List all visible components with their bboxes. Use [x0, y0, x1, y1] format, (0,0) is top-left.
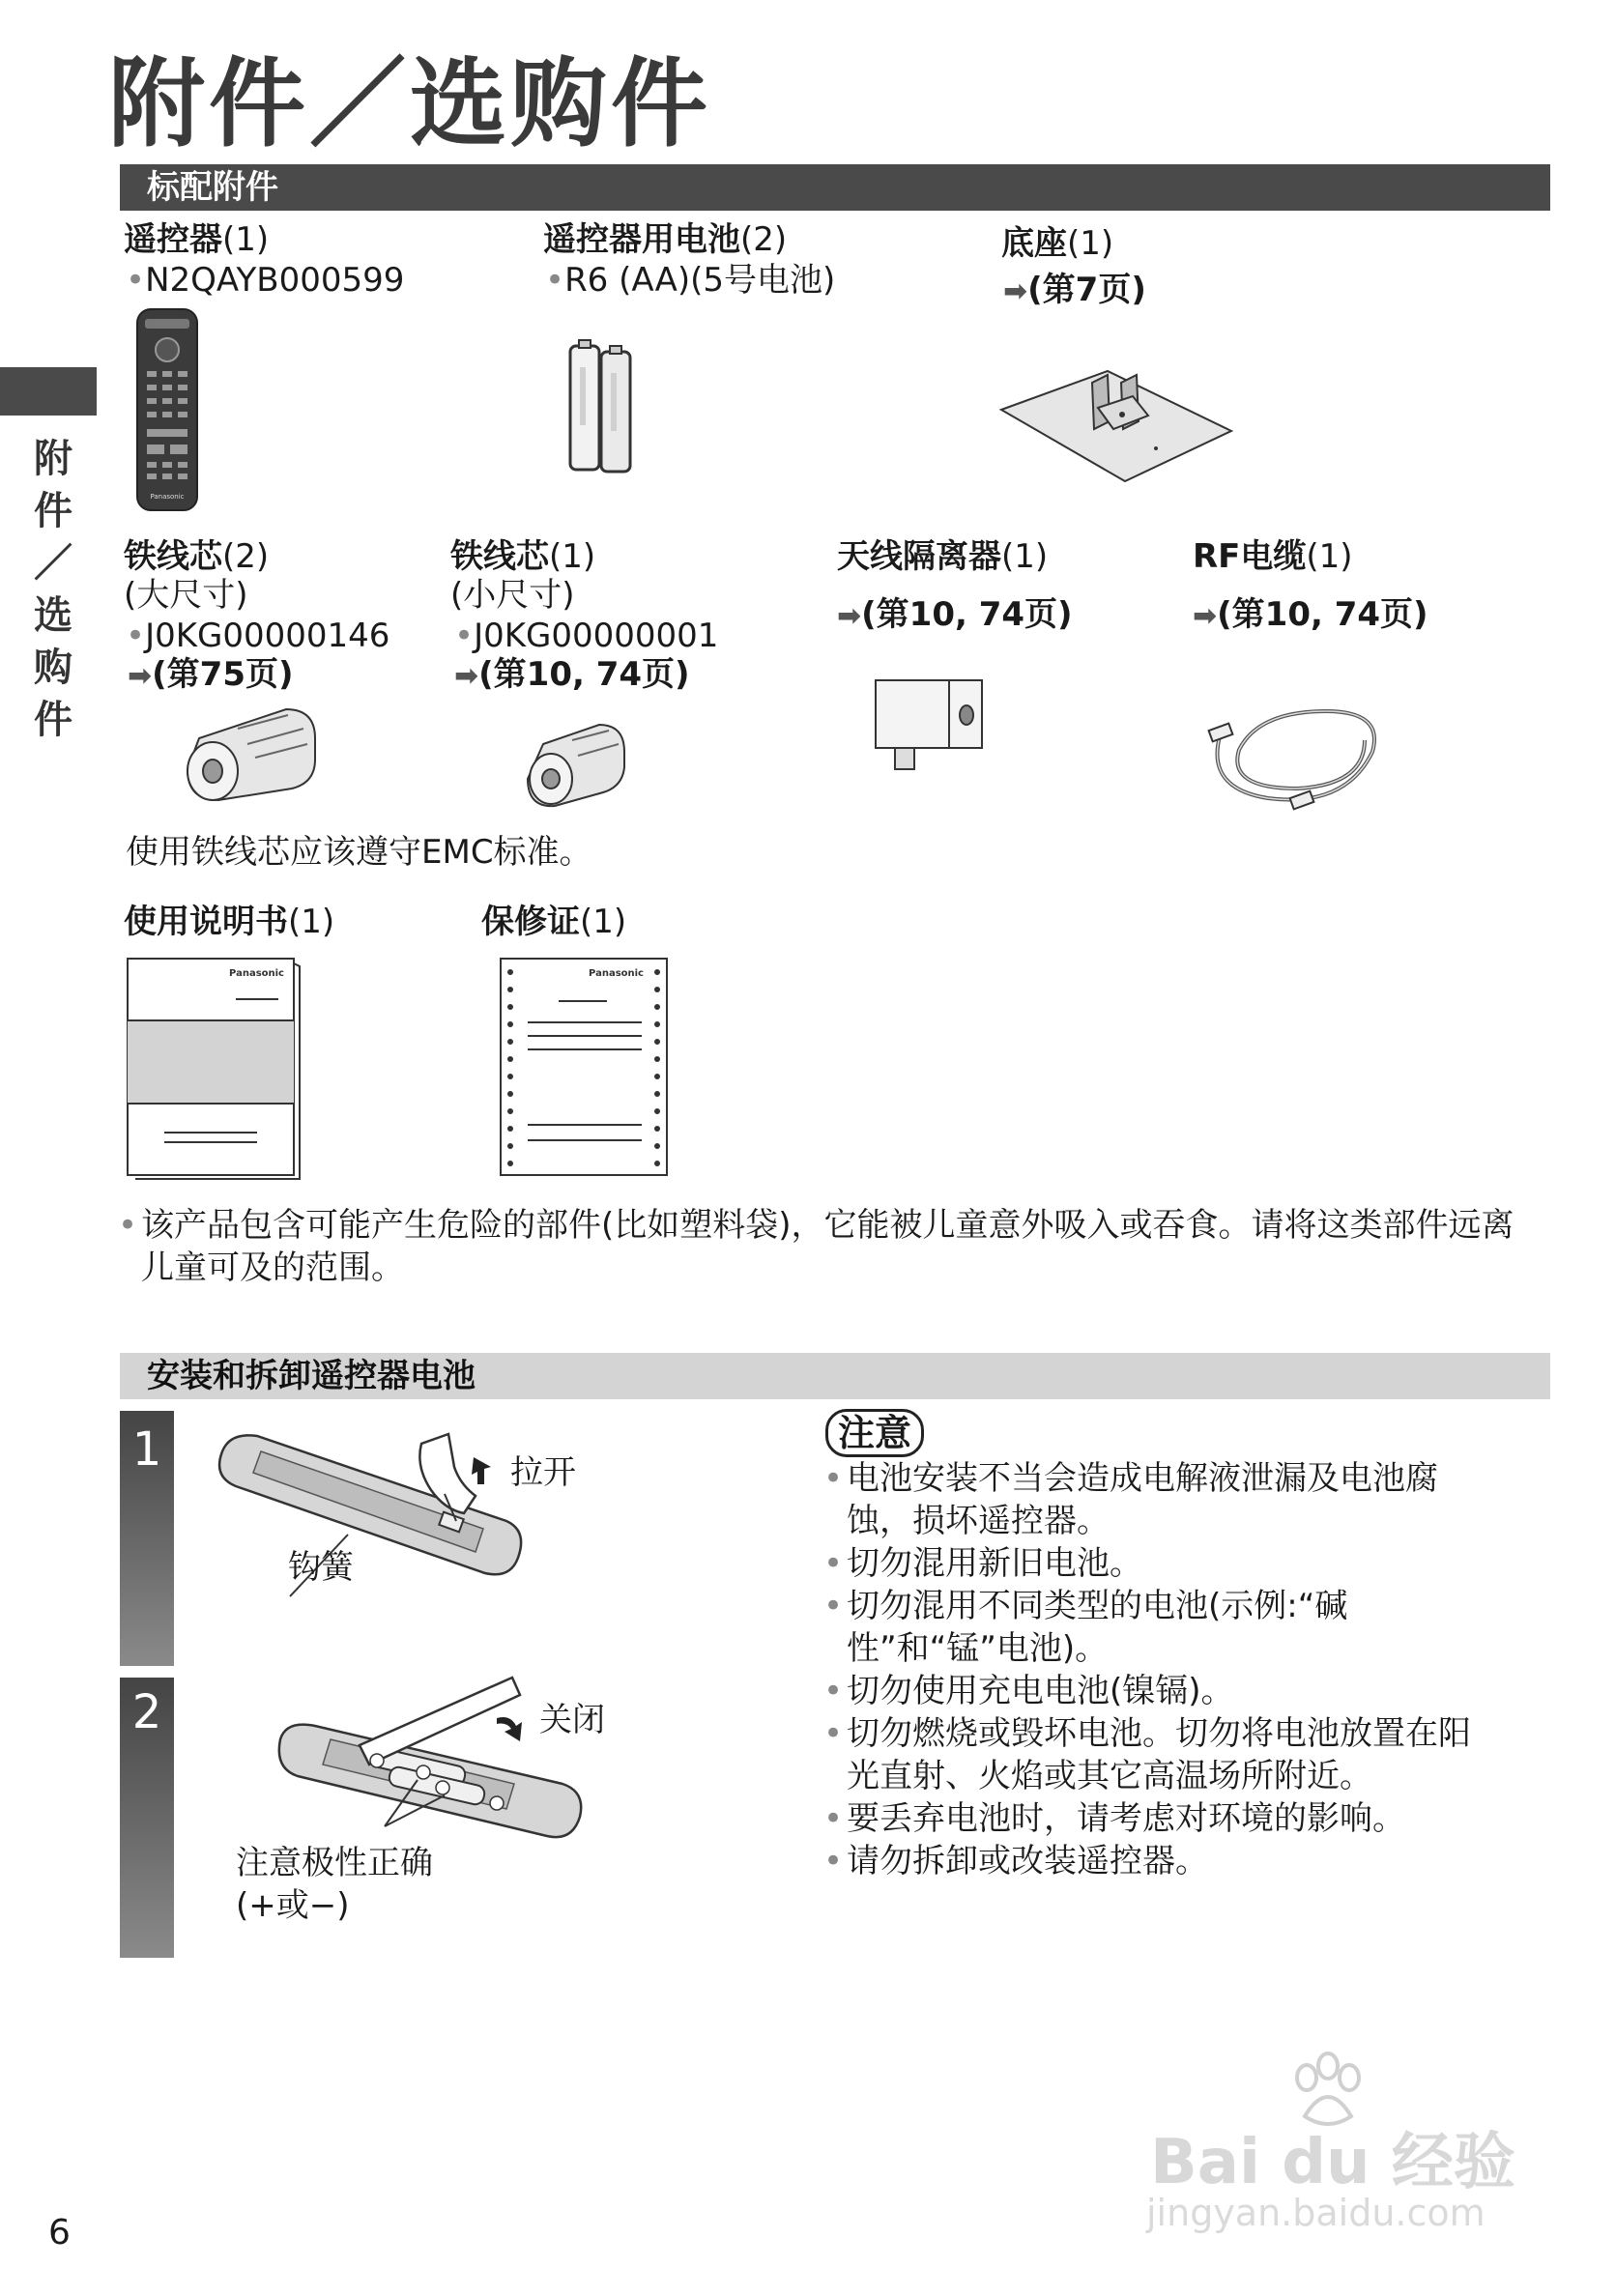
caution-item	[823, 1712, 1481, 1797]
batteries-model: R6 (AA)(5号电池)	[564, 261, 836, 300]
caution-item-text: 要丢弃电池时，请考虑对环境的影响。	[847, 1799, 1405, 1838]
caution-item	[823, 1585, 1481, 1670]
antenna-isolator-icon	[874, 678, 986, 771]
caution-list	[823, 1457, 1481, 1882]
bullet-icon: •	[126, 617, 146, 655]
step1-number: 1	[131, 1422, 162, 1477]
caution-item-text: 切勿混用新旧电池。	[847, 1544, 1142, 1583]
bullet-icon: •	[823, 1459, 844, 1498]
isolator-count: (1)	[1001, 537, 1049, 576]
stand-ref	[1003, 271, 1146, 311]
arrow-right-icon: ➡	[1003, 274, 1028, 308]
remote-brand: Panasonic	[150, 493, 185, 501]
battery-section-header: 安装和拆卸遥控器电池	[120, 1353, 1550, 1399]
rf-cable-icon	[1200, 673, 1384, 818]
core-small-size: (小尺寸)	[450, 576, 575, 615]
core-small-ref	[454, 655, 690, 696]
batteries-icon	[566, 338, 636, 474]
remote-model-line	[126, 261, 404, 300]
rf-cable-count: (1)	[1306, 537, 1353, 576]
core-large-size: (大尺寸)	[124, 576, 248, 615]
bullet-icon: •	[823, 1672, 844, 1710]
step1-action: 拉开	[510, 1453, 576, 1492]
remote-name: 遥控器	[124, 220, 222, 259]
rf-cable-ref-text: (第10, 74页)	[1217, 595, 1428, 634]
core-large-ref-text: (第75页)	[152, 655, 294, 694]
caution-item-text: 切勿混用不同类型的电池(示例:“碱性”和“锰”电池)。	[847, 1587, 1348, 1668]
isolator-ref-text: (第10, 74页)	[861, 595, 1073, 634]
step2-action: 关闭	[539, 1701, 605, 1739]
side-tab-marker	[0, 367, 97, 416]
stand-name: 底座	[1001, 224, 1067, 263]
batteries-count: (2)	[740, 220, 788, 259]
caution-item	[823, 1797, 1481, 1840]
caution-item	[823, 1457, 1481, 1542]
ferrite-core-large-icon	[180, 700, 325, 806]
stand-title	[1001, 224, 1113, 263]
remote-control-icon	[135, 307, 199, 512]
core-large-model: J0KG00000146	[145, 617, 390, 655]
stand-icon	[1001, 354, 1233, 483]
arrow-up-icon	[468, 1453, 497, 1486]
safety-note-text: 该产品包含可能产生危险的部件(比如塑料袋)，它能被儿童意外吸入或吞食。请将这类部件远离儿童可及的范围。	[141, 1206, 1514, 1287]
remote-open-cover-illustration	[203, 1413, 532, 1596]
step1-hook-label: 钩簧	[288, 1548, 354, 1587]
stand-count: (1)	[1067, 224, 1114, 263]
side-tab-text: 附件／选购件	[34, 437, 72, 742]
bullet-icon: •	[118, 1206, 138, 1245]
warranty-title	[481, 903, 626, 941]
core-small-count: (1)	[549, 537, 596, 576]
core-small-ref-text: (第10, 74页)	[478, 655, 690, 694]
rf-cable-title	[1193, 537, 1353, 576]
bullet-icon: •	[823, 1799, 844, 1838]
bullet-icon: •	[823, 1842, 844, 1880]
bullet-icon: •	[823, 1714, 844, 1753]
rf-cable-ref	[1193, 595, 1428, 636]
warranty-card-icon	[499, 957, 669, 1177]
remote-title	[124, 220, 269, 259]
standard-accessories-header: 标配附件	[120, 164, 1550, 211]
core-large-count: (2)	[222, 537, 270, 576]
batteries-model-line	[545, 261, 835, 300]
safety-note	[118, 1204, 1539, 1289]
caution-item	[823, 1542, 1481, 1585]
core-large-ref	[128, 655, 294, 696]
core-small-title	[450, 537, 595, 576]
warranty-count: (1)	[580, 903, 627, 941]
batteries-name: 遥控器用电池	[543, 220, 740, 259]
stand-ref-text: (第7页)	[1027, 271, 1146, 309]
batteries-title	[543, 220, 787, 259]
ferrite-core-small-icon	[522, 717, 630, 814]
page-title: 附件／选购件	[108, 47, 711, 160]
core-small-model-line	[454, 617, 718, 655]
caution-item-text: 请勿拆卸或改装遥控器。	[847, 1842, 1208, 1880]
caution-item-text: 切勿使用充电电池(镍镉)。	[847, 1672, 1234, 1710]
watermark-url: jingyan.baidu.com	[1146, 2192, 1485, 2234]
manual-title	[124, 903, 334, 941]
manual-name: 使用说明书	[124, 903, 288, 941]
caution-item-text: 电池安装不当会造成电解液泄漏及电池腐蚀，损坏遥控器。	[847, 1459, 1438, 1540]
watermark-brand: Bai du 经验	[1150, 2127, 1515, 2198]
arrow-right-icon: ➡	[454, 659, 479, 693]
bullet-icon: •	[126, 261, 146, 300]
arrow-right-icon: ➡	[128, 659, 153, 693]
rf-cable-name: RF电缆	[1193, 537, 1307, 576]
caution-item-text: 切勿燃烧或毁坏电池。切勿将电池放置在阳光直射、火焰或其它高温场所附近。	[847, 1714, 1471, 1795]
bullet-icon: •	[823, 1544, 844, 1583]
step2-polarity-line1: 注意极性正确	[236, 1844, 433, 1882]
core-large-model-line	[126, 617, 389, 655]
manual-brand: Panasonic	[229, 968, 284, 979]
arrow-right-icon: ➡	[837, 599, 862, 633]
step2-number: 2	[131, 1685, 162, 1739]
core-small-name: 铁线芯	[450, 537, 549, 576]
bullet-icon: •	[454, 617, 475, 655]
arrow-curve-down-icon	[493, 1708, 532, 1747]
warranty-brand: Panasonic	[589, 968, 644, 979]
emc-note: 使用铁线芯应该遵守EMC标准。	[126, 833, 592, 872]
caution-item	[823, 1840, 1481, 1882]
isolator-name: 天线隔离器	[837, 537, 1001, 576]
manual-icon	[126, 957, 303, 1181]
step2-polarity-line2: (+或−)	[236, 1886, 350, 1925]
page-number: 6	[48, 2213, 71, 2253]
core-small-model: J0KG00000001	[474, 617, 719, 655]
core-large-name: 铁线芯	[124, 537, 222, 576]
bullet-icon: •	[545, 261, 565, 300]
remote-model: N2QAYB000599	[145, 261, 405, 300]
manual-count: (1)	[288, 903, 335, 941]
caution-item	[823, 1670, 1481, 1712]
core-large-title	[124, 537, 269, 576]
isolator-title	[837, 537, 1048, 576]
isolator-ref	[837, 595, 1073, 636]
arrow-right-icon: ➡	[1193, 599, 1218, 633]
warranty-name: 保修证	[481, 903, 580, 941]
bullet-icon: •	[823, 1587, 844, 1625]
remote-count: (1)	[222, 220, 270, 259]
caution-title: 注意	[825, 1409, 924, 1457]
